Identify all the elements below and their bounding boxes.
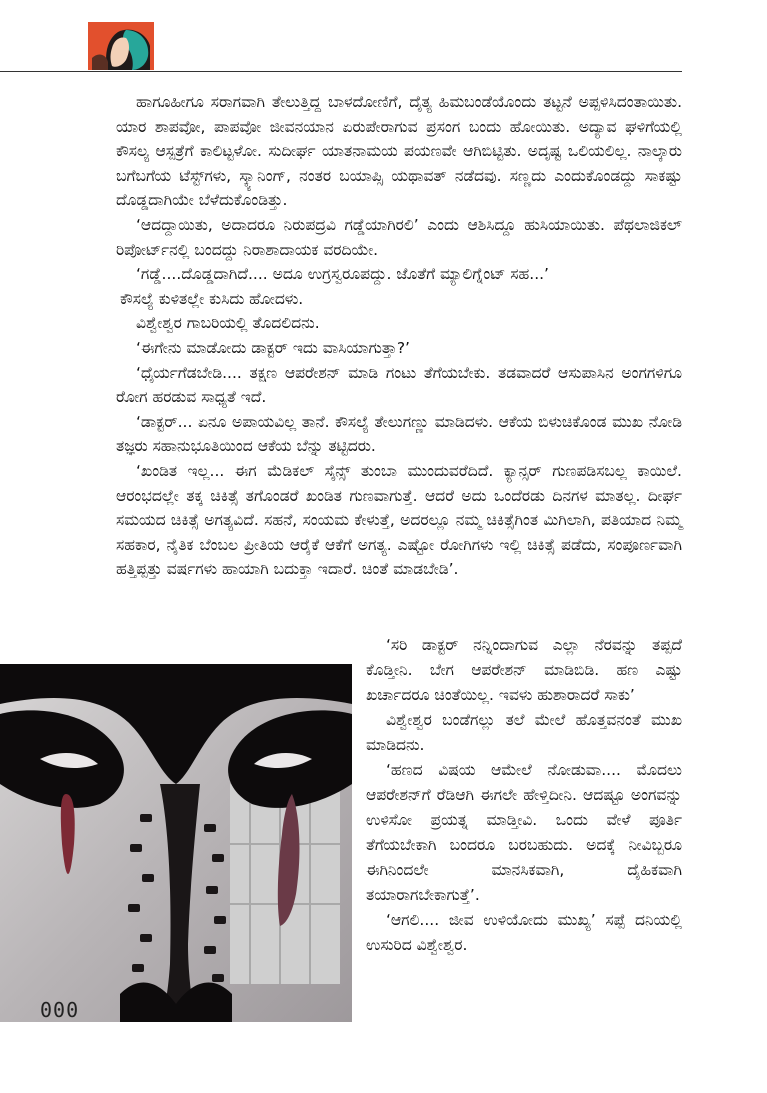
paragraph: ‘ಸರಿ ಡಾಕ್ಟರ್ ನನ್ನಿಂದಾಗುವ ಎಲ್ಲಾ ನೆರವನ್ನು ತಪ್ಪದೆ ಕೊಡ್ತೀನಿ. ಬೇಗ ಆಪರೇಶನ್ ಮಾಡಿಬಿಡಿ. ಹಣ ಎಷ್ಟು ಖರ್ಚಾದರೂ ಚಿಂತೆಯಿಲ್ಲ. ಇವಳು ಹುಶಾರಾದರೆ ಸಾಕು’ xyxy=(366,636,682,704)
paragraph: ವಿಶ್ವೇಶ್ವರ ಬಂಡೆಗಲ್ಲು ತಲೆ ಮೇಲೆ ಹೊತ್ತವನಂತೆ ಮುಖ ಮಾಡಿದನು. xyxy=(366,711,682,754)
paragraph: ‘ಹಣದ ವಿಷಯ ಆಮೇಲೆ ನೋಡುವಾ.... ಮೊದಲು ಆಪರೇಶನ್‌ಗೆ ರೆಡಿಆಗಿ ಈಗಲೇ ಹೇಳ್ತಿದೀನಿ. ಆದಷ್ಟೂ ಅಂಗವನ್ನು ಉಳಿಸೋ ಪ್ರಯತ್ನ ಮಾಡ್ತೀವಿ. ಒಂದು ವೇಳೆ ಪೂರ್ತಿ ತೆಗೆಯಬೇಕಾಗಿ ಬಂದರೂ ಬರಬಹುದು. ಅದಕ್ಕೆ ನೀವಿಬ್ಬರೂ ಈಗಿನಿಂದಲೇ ಮಾನಸಿಕವಾಗಿ, ದೈಹಿಕವಾಗಿ ತಯಾರಾಗಬೇಕಾಗುತ್ತೆ’. xyxy=(366,761,682,904)
page-number: 000 xyxy=(40,998,80,1022)
paragraph: ‘ಖಂಡಿತ ಇಲ್ಲ... ಈಗ ಮೆಡಿಕಲ್ ಸೈನ್ಸ್ ತುಂಬಾ ಮುಂದುವರೆದಿದೆ. ಕ್ಯಾನ್ಸರ್ ಗುಣಪಡಿಸಬಲ್ಲ ಕಾಯಿಲೆ. ಆರಂಭದಲ್ಲೇ ತಕ್ಕ ಚಿಕಿತ್ಸೆ ತಗೊಂಡರೆ ಖಂಡಿತ ಗುಣವಾಗುತ್ತೆ. ಆದರೆ ಅದು ಒಂದೆರಡು ದಿನಗಳ ಮಾತಲ್ಲ. ದೀರ್ಘ ಸಮಯದ ಚಿಕಿತ್ಸೆ ಅಗತ್ಯವಿದೆ. ಸಹನೆ, ಸಂಯಮ ಕೇಳುತ್ತೆ, ಅದರಲ್ಲೂ ನಮ್ಮ ಚಿಕಿತ್ಸೆಗಿಂತ ಮಿಗಿಲಾಗಿ, ಪತಿಯಾದ ನಿಮ್ಮ ಸಹಕಾರ, ನೈತಿಕ ಬೆಂಬಲ ಪ್ರೀತಿಯ ಆರೈಕೆ ಆಕೆಗೆ ಅಗತ್ಯ. ಎಷ್ಟೋ ರೋಗಿಗಳು ಇಲ್ಲಿ ಚಿಕಿತ್ಸೆ ಪಡೆದು, ಸಂಪೂರ್ಣವಾಗಿ ಹತ್ತಿಪ್ಪತ್ತು ವರ್ಷಗಳು ಹಾಯಾಗಿ ಬದುಕ್ತಾ ಇದಾರೆ. ಚಿಂತೆ ಮಾಡಬೇಡಿ’. xyxy=(116,461,682,579)
article-body xyxy=(116,90,682,582)
paragraph: ‘ಈಗೇನು ಮಾಡೋದು ಡಾಕ್ಟರ್ ಇದು ವಾಸಿಯಾಗುತ್ತಾ?’ xyxy=(136,338,410,357)
paragraph: ‘ಧೈರ್ಯಗೆಡಬೇಡಿ.... ತಕ್ಷಣ ಆಪರೇಶನ್ ಮಾಡಿ ಗಂಟು ತೆಗೆಯಬೇಕು. ತಡವಾದರೆ ಆಸುಪಾಸಿನ ಅಂಗಗಳಿಗೂ ರೋಗ ಹರಡುವ ಸಾಧ್ಯತೆ ಇದೆ. xyxy=(116,363,682,407)
paragraph: ವಿಶ್ವೇಶ್ವರ ಗಾಬರಿಯಲ್ಲಿ ತೊದಲಿದನು. xyxy=(136,314,320,333)
woman-profile-logo-icon xyxy=(88,22,154,70)
paragraph: ‘ಆದದ್ದಾಯಿತು, ಅದಾದರೂ ನಿರುಪದ್ರವಿ ಗಡ್ಡೆಯಾಗಿರಲಿ’ ಎಂದು ಆಶಿಸಿದ್ದೂ ಹುಸಿಯಾಯಿತು. ಪೆಥಲಾಜಿಕಲ್ ರಿಪೋರ್ಟ್‌ನಲ್ಲಿ ಬಂದದ್ದು ನಿರಾಶಾದಾಯಕ ವರದಿಯೇ. xyxy=(116,215,682,259)
side-column xyxy=(366,633,682,958)
header-rule xyxy=(0,71,682,72)
paragraph: ‘ಆಗಲಿ.... ಜೀವ ಉಳಿಯೋದು ಮುಖ್ಯ’ ಸಪ್ಪೆ ದನಿಯಲ್ಲಿ ಉಸುರಿದ ವಿಶ್ವೇಶ್ವರ. xyxy=(366,911,682,954)
paragraph: ‘ಡಾಕ್ಟರ್... ಏನೂ ಅಪಾಯವಿಲ್ಲ ತಾನೆ. ಕೌಸಲ್ಯೆ ತೇಲುಗಣ್ಣು ಮಾಡಿದಳು. ಆಕೆಯ ಬಿಳುಚಿಕೊಂಡ ಮುಖ ನೋಡಿ ತಜ್ಞರು ಸಹಾನುಭೂತಿಯಿಂದ ಆಕೆಯ ಬೆನ್ನು ತಟ್ಟಿದರು. xyxy=(116,412,682,456)
paragraph: ಹಾಗೂಹೀಗೂ ಸರಾಗವಾಗಿ ತೇಲುತ್ತಿದ್ದ ಬಾಳದೋಣಿಗೆ, ದೈತ್ಯ ಹಿಮಬಂಡೆಯೊಂದು ತಟ್ಟನೆ ಅಪ್ಪಳಿಸಿದಂತಾಯಿತು. ಯಾರ ಶಾಪವೋ, ಪಾಪವೋ ಜೀವನಯಾನ ಏರುಪೇರಾಗುವ ಪ್ರಸಂಗ ಬಂದು ಹೋಯಿತು. ಅದ್ಯಾವ ಘಳಿಗೆಯಲ್ಲಿ ಕೌಸಲ್ಯ ಆಸ್ಪತ್ರೆಗೆ ಕಾಲಿಟ್ಟಳೋ. ಸುದೀರ್ಘ ಯಾತನಾಮಯ ಪಯಣವೇ ಆಗಿಬಿಟ್ಟಿತು. ಅದೃಷ್ಟ ಒಲಿಯಲಿಲ್ಲ. ನಾಲ್ಕಾರು ಬಗೆಬಗೆಯ ಟೆಸ್ಟ್‌ಗಳು, ಸ್ಕ್ಯಾನಿಂಗ್, ನಂತರ ಬಯಾಪ್ಸಿ ಯಥಾವತ್ ನಡೆದವು. ಸಣ್ಣದು ಎಂದುಕೊಂಡದ್ದು ಸಾಕಷ್ಟು ದೊಡ್ಡದಾಗಿಯೇ ಬೆಳೆದುಕೊಂಡಿತ್ತು. xyxy=(116,93,682,210)
paragraph: ಕೌಸಲ್ಯೆ ಕುಳಿತಲ್ಲೇ ಕುಸಿದು ಹೋದಳು. xyxy=(120,289,304,308)
crying-face-illustration-icon xyxy=(0,664,352,1022)
paragraph: ‘ಗಡ್ಡೆ....ದೊಡ್ಡದಾಗಿದೆ.... ಅದೂ ಉಗ್ರಸ್ವರೂಪದ್ದು. ಜೊತೆಗೆ ಮ್ಯಾಲಿಗ್ನೆಂಟ್ ಸಹ...’ xyxy=(136,265,549,284)
